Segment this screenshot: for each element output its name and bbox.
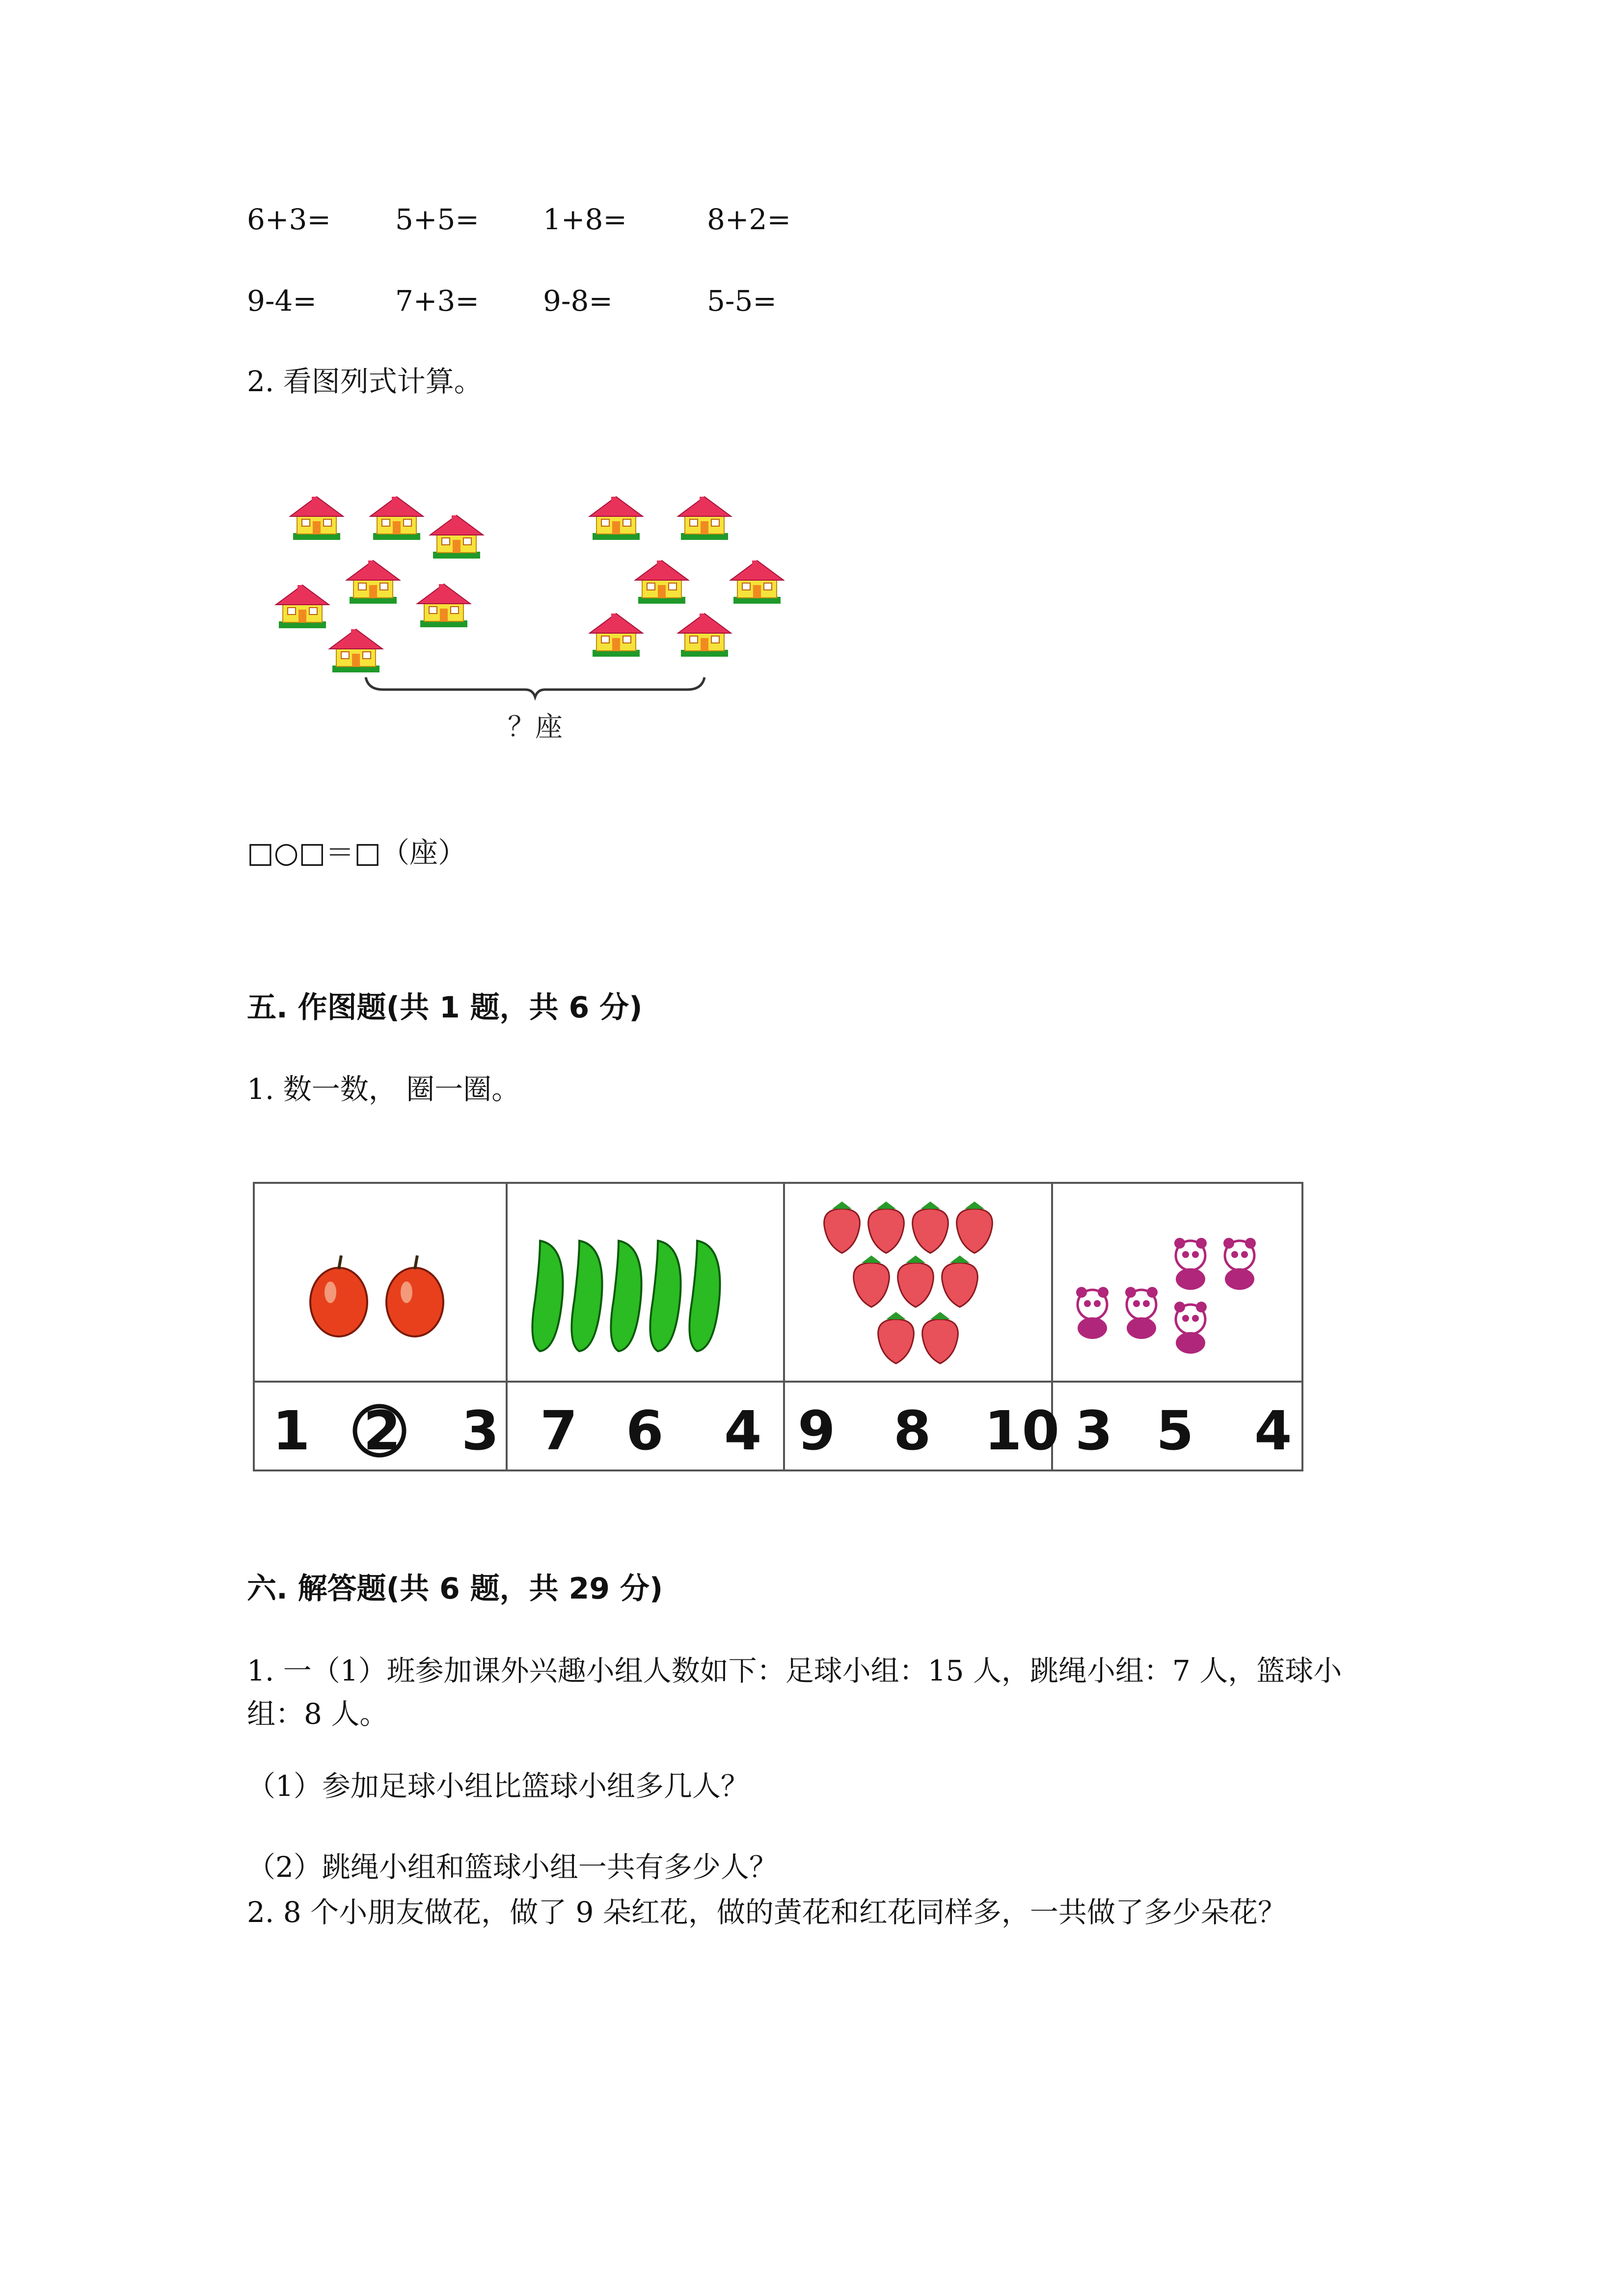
question-title: 1. 数一数， 圈一圈。 <box>247 1072 520 1106</box>
strawberry-icon <box>957 1201 993 1253</box>
panda-icon <box>1125 1287 1158 1339</box>
cucumber-icon <box>532 1241 563 1351</box>
strawberry-icon <box>898 1255 934 1307</box>
choice-number: 1 <box>272 1399 310 1462</box>
section-heading: 五. 作图题(共 1 题，共 6 分) <box>247 990 643 1025</box>
choice-number: 9 <box>798 1399 836 1462</box>
equation-item: 8+2= <box>707 203 791 236</box>
brace-label: ？座 <box>508 711 563 743</box>
equation-item: 7+3= <box>395 284 479 318</box>
panda-icon <box>1223 1238 1256 1290</box>
house-icon <box>417 584 470 627</box>
choice-number: 8 <box>893 1399 931 1462</box>
cucumber-icon <box>689 1241 720 1351</box>
strawberry-icon <box>878 1312 914 1363</box>
sub-question: （1）参加足球小组比篮球小组多几人？ <box>247 1769 749 1803</box>
choice-number: 7 <box>540 1399 578 1462</box>
equation-item: 1+8= <box>543 203 627 236</box>
question-title: 2. 看图列式计算。 <box>247 365 483 398</box>
strawberry-icon <box>913 1201 948 1253</box>
equation-item: 6+3= <box>247 203 331 236</box>
cucumber-icon <box>650 1241 680 1351</box>
equation-item: 9-8= <box>543 284 613 318</box>
choice-number: 10 <box>984 1399 1060 1462</box>
cucumber-icon <box>571 1241 602 1351</box>
house-icon <box>635 561 688 604</box>
strawberry-icon <box>922 1312 958 1363</box>
house-icon <box>370 497 423 540</box>
choice-number: 3 <box>1075 1399 1113 1462</box>
equation-item: 5-5= <box>707 284 777 318</box>
apple-icon <box>386 1255 443 1336</box>
panda-icon <box>1076 1287 1109 1339</box>
apple-icon <box>310 1255 367 1336</box>
panda-icon <box>1174 1302 1207 1354</box>
choice-number: 4 <box>724 1399 762 1462</box>
equation-item: 9-4= <box>247 284 317 318</box>
strawberry-icon <box>868 1201 904 1253</box>
choice-number: 6 <box>626 1399 664 1462</box>
strawberry-icon <box>824 1201 860 1253</box>
house-icon <box>590 614 643 657</box>
panda-icon <box>1174 1238 1207 1290</box>
house-icon <box>290 497 343 540</box>
choice-number: 4 <box>1254 1399 1292 1462</box>
section-heading: 六. 解答题(共 6 题，共 29 分) <box>247 1572 663 1606</box>
question-text: 2. 8 个小朋友做花，做了 9 朵红花，做的黄花和红花同样多，一共做了多少朵花？ <box>247 1896 1286 1929</box>
house-icon <box>590 497 643 540</box>
house-icon <box>678 497 731 540</box>
question-text: 1. 一（1）班参加课外兴趣小组人数如下：足球小组：15 人，跳绳小组：7 人，篮球小组：8 人。 <box>247 1654 1342 1731</box>
house-icon <box>731 561 784 604</box>
choice-number: 5 <box>1156 1399 1194 1462</box>
house-icon <box>678 614 731 657</box>
equation-item: 5+5= <box>395 203 479 236</box>
strawberry-icon <box>854 1255 890 1307</box>
house-icon <box>329 629 382 672</box>
count-table <box>253 1182 1308 1476</box>
house-icon <box>430 515 483 559</box>
choice-number: 2 <box>363 1399 401 1462</box>
brace <box>366 677 704 697</box>
choice-number: 3 <box>461 1399 499 1462</box>
sub-question: （2）跳绳小组和篮球小组一共有多少人？ <box>247 1850 778 1884</box>
equation-template: □○□＝□（座） <box>247 836 467 869</box>
strawberry-icon <box>942 1255 978 1307</box>
houses-figure <box>260 471 810 756</box>
house-icon <box>347 561 400 604</box>
house-icon <box>276 585 329 628</box>
cucumber-icon <box>611 1241 641 1351</box>
